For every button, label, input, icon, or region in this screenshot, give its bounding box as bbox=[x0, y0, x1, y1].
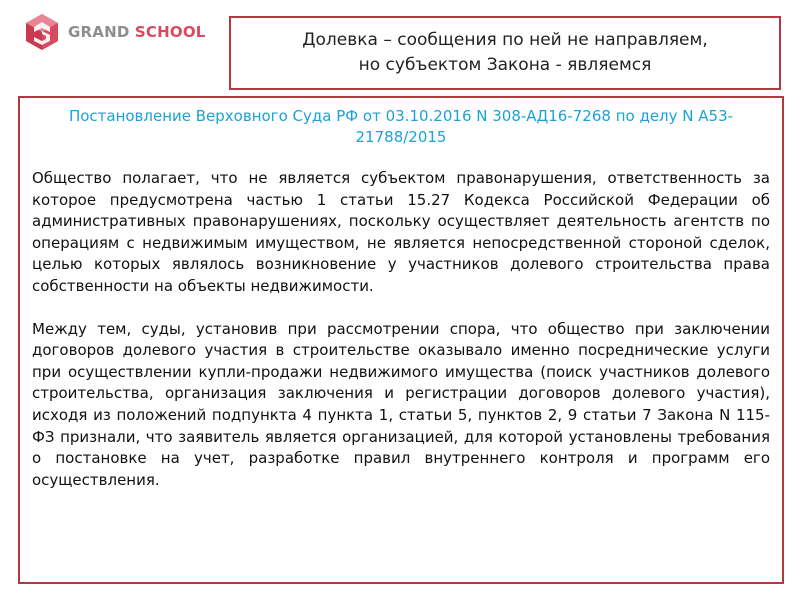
logo-word-grand: GRAND bbox=[68, 23, 130, 41]
grand-school-logo bbox=[22, 12, 206, 52]
logo-wordmark bbox=[68, 23, 206, 41]
slide-title-line2: но субъектом Закона - являемся bbox=[358, 55, 652, 75]
content-box bbox=[18, 96, 784, 584]
court-ruling-heading: Постановление Верховного Суда РФ от 03.10.2016 N 308-АД16-7268 по делу N А53-21788/2015 bbox=[68, 107, 734, 146]
logo-word-school: SCHOOL bbox=[134, 23, 206, 41]
paragraph-company-position: Общество полагает, что не является субъектом правонарушения, ответственность за которое предусмотрена частью 1 статьи 15.27 Кодекса Российской Федерации об административных правонарушениях, поскольку осуществляет деятельность агентств по операциям с недвижимым имуществом, не является непосредственной стороной сделок, целью которых являлось возникновение у участников долевого строительства права собственности на объекты недвижимости. bbox=[32, 169, 770, 295]
paragraph-court-findings: Между тем, суды, установив при рассмотрении спора, что общество при заключении договоров долевого участия в строительстве оказывало именно посреднические услуги при осуществлении купли-продажи недвижимого имущества (поиск участников долевого строительства, организация заключения и регистрации договоров долевого участия), исходя из положений подпункта 4 пункта 1, статьи 5, пунктов 2, 9 статьи 7 Закона N 115-ФЗ признали, что заявитель является организацией, для которой установлены требования о постановке на учет, разработке правил внутреннего контроля и программ его осуществления. bbox=[32, 319, 770, 489]
slide-title bbox=[302, 28, 708, 78]
grand-school-logo-icon bbox=[22, 12, 62, 52]
slide-title-line1: Долевка – сообщения по ней не направляем, bbox=[302, 30, 708, 50]
slide-title-box bbox=[229, 16, 781, 90]
